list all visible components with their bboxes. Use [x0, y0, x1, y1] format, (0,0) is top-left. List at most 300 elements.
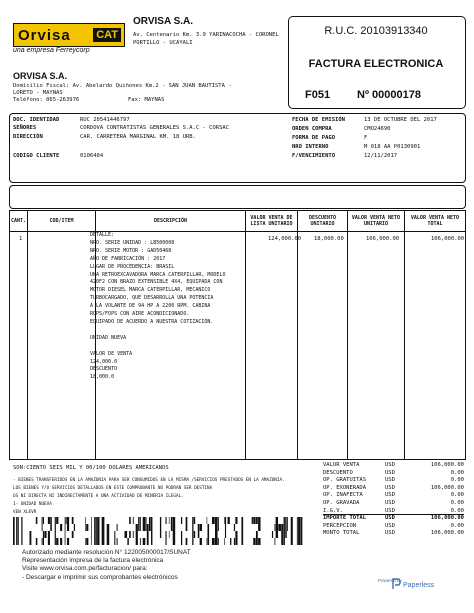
powered-by-label: Powered by — [378, 578, 402, 583]
barcode-bar — [173, 524, 175, 531]
totals-currency: USD — [385, 477, 395, 484]
barcode-bar — [181, 538, 182, 545]
barcode-bar — [140, 517, 141, 524]
barcode-bar — [136, 524, 138, 531]
barcode-bar — [278, 524, 281, 531]
totals-row — [323, 485, 464, 493]
barcode-bar — [44, 531, 46, 538]
observations-box — [9, 185, 466, 209]
barcode-bar — [165, 538, 166, 545]
barcode-bar — [194, 531, 195, 538]
note-line: OS NI DIRECTA NI INDIRECTAMENTE A UNA ACTIVIDAD DE MINERIA ILEGAL. — [13, 494, 184, 499]
barcode-bar — [146, 517, 147, 524]
note-line: VEN XLEVR — [13, 510, 37, 515]
barcode-bar — [16, 531, 18, 538]
note-line: - BIENES TRANSFERIDOS EN LA AMAZONIA PARA SER CONSUMIDOS EN LA MISMA /SERVICIOS PRESTADOS EN LA AMAZONIA. — [13, 478, 285, 483]
totals-currency: USD — [385, 507, 395, 514]
barcode-bar — [146, 524, 147, 531]
row-valor-neto-unit: 106,000.00 — [366, 236, 400, 242]
barcode-bar — [276, 517, 278, 524]
totals-label: DESCUENTO — [323, 469, 353, 476]
totals-currency: USD — [385, 462, 395, 468]
barcode-bar — [169, 517, 170, 524]
barcode-bar — [151, 538, 152, 545]
barcode-bar — [181, 531, 182, 538]
totals-label: I.G.V. — [323, 507, 343, 514]
totals-label: MONTO TOTAL — [323, 530, 360, 537]
barcode-bar — [192, 531, 193, 538]
barcode-bar — [212, 517, 215, 524]
barcode-bar — [149, 524, 151, 531]
description-line: 124,000.0 — [90, 358, 118, 365]
barcode-bar — [147, 538, 149, 545]
barcode-bar — [230, 538, 231, 545]
barcode-bar — [95, 538, 97, 545]
barcode-bar — [297, 538, 298, 545]
barcode-bar — [198, 531, 200, 538]
barcode-bar — [55, 524, 56, 531]
barcode-bar — [18, 517, 19, 524]
barcode-bar — [107, 538, 110, 545]
label-forma-pago: FORMA DE PAGO — [292, 135, 336, 141]
barcode-bar — [224, 538, 225, 545]
barcode-bar — [129, 531, 131, 538]
barcode-bar — [21, 517, 22, 524]
barcode-bar — [48, 538, 50, 545]
description-line: EQUIPADO DE ACUERDO A NUESTRA COTIZACIÓN. — [90, 318, 214, 325]
barcode-bar — [200, 524, 202, 531]
description-line — [90, 327, 240, 335]
footer-line: - Descargar e imprimir sus comprobantes electrónicos — [22, 573, 178, 581]
paperless-logo-icon — [392, 578, 401, 590]
branch-name: ORVISA S.A. — [13, 71, 68, 81]
barcode-bar — [147, 524, 149, 531]
barcode-bar — [215, 538, 218, 545]
barcode-bar — [85, 517, 86, 524]
barcode-bar — [56, 517, 58, 524]
barcode-bar — [56, 538, 58, 545]
description-line: TURBOCARGADO, QUE DESARROLLA UNA POTENCIA — [90, 295, 214, 302]
barcode-bar — [234, 538, 235, 545]
barcode-bar — [94, 517, 95, 524]
col-divider — [404, 231, 405, 459]
issuer-address: Av. Centenario Km. 3.9 YARINACOCHA - CORONEL PORTILLO - UCAYALI — [133, 32, 279, 46]
description-line: 420F2 CON BRAZO EXTENSIBLE 4X4, EQUIPADA CON — [90, 279, 223, 286]
ruc-number: R.U.C. 20103913340 — [324, 25, 428, 37]
barcode-bar — [127, 538, 128, 545]
barcode-bar — [16, 538, 18, 545]
barcode-bar — [225, 517, 226, 524]
paperless-brand: Paperless — [403, 582, 435, 589]
barcode-bar — [298, 538, 300, 545]
barcode-bar — [36, 538, 38, 545]
totals-currency: USD — [385, 492, 395, 499]
issuer-name: ORVISA S.A. — [133, 16, 194, 27]
barcode-bar — [30, 531, 32, 538]
document-serie: F051 — [305, 89, 331, 101]
row-descuento: 18,000.00 — [314, 236, 344, 242]
barcode-bar — [151, 524, 152, 531]
barcode-bar — [252, 517, 253, 524]
barcode-bar — [55, 538, 56, 545]
barcode-bar — [48, 517, 50, 524]
description-line: NRO. SERIE UNIDAD : LB500008 — [90, 239, 175, 246]
cat-logo-icon: CAT — [93, 28, 121, 42]
barcode-bar — [284, 531, 285, 538]
barcode-bar — [285, 517, 286, 524]
barcode-bar — [192, 524, 193, 531]
barcode-bar — [55, 517, 56, 524]
barcode-bar — [42, 538, 43, 545]
barcode-bar — [136, 531, 138, 538]
barcode-bar — [276, 524, 278, 531]
barcode-bar — [284, 524, 285, 531]
barcode-bar — [186, 524, 188, 531]
label-doc-identidad: DOC. IDENTIDAD — [13, 117, 60, 123]
barcode-bar — [186, 517, 188, 524]
description-line: AÑO DE FABRICACIÓN : 2017 — [90, 255, 166, 262]
barcode-bar — [114, 531, 115, 538]
barcode-bar — [21, 531, 22, 538]
barcode-bar — [65, 538, 66, 545]
pdf417-barcode-icon — [13, 517, 303, 545]
barcode-bar — [297, 531, 298, 538]
barcode-bar — [117, 538, 118, 545]
header-valor-lista: VALOR VENTA DE LISTA UNITARIO — [246, 211, 298, 231]
totals-row — [323, 492, 464, 500]
barcode-bar — [298, 517, 300, 524]
barcode-bar — [60, 524, 62, 531]
barcode-bar — [192, 517, 193, 524]
barcode-bar — [102, 524, 105, 531]
description-line: ROPS/FOPS CON AIRE ACONDICIONADO. — [90, 311, 190, 318]
description-line: 18,000.0 — [90, 374, 115, 381]
barcode-bar — [173, 538, 175, 545]
barcode-bar — [287, 517, 288, 524]
branch-fiscal-address — [13, 83, 283, 104]
barcode-bar — [50, 524, 52, 531]
barcode-bar — [225, 524, 226, 531]
document-type: FACTURA ELECTRONICA — [308, 58, 444, 70]
barcode-bar — [16, 517, 18, 524]
barcode-bar — [284, 517, 285, 524]
totals-label: IMPORTE TOTAL — [323, 515, 367, 522]
barcode-bar — [143, 538, 146, 545]
barcode-bar — [301, 517, 303, 524]
barcode-bar — [291, 538, 293, 545]
barcode-bar — [284, 538, 285, 545]
barcode-bar — [171, 517, 173, 524]
barcode-bar — [65, 531, 66, 538]
barcode-bar — [60, 538, 62, 545]
barcode-bar — [151, 517, 152, 524]
barcode-bar — [256, 538, 258, 545]
label-nro-interno: NRO INTERNO — [292, 144, 329, 150]
totals-value: 0.00 — [450, 469, 464, 476]
barcode-bar — [291, 517, 293, 524]
barcode-bar — [13, 524, 15, 531]
header-descuento: DESCUENTO UNITARIO — [298, 211, 348, 231]
barcode-bar — [18, 524, 19, 531]
barcode-bar — [66, 517, 67, 524]
barcode-bar — [42, 524, 43, 531]
barcode-bar — [272, 531, 273, 538]
description-line: NRO. SERIE MOTOR : GAD50468 — [90, 247, 172, 254]
barcode-bar — [165, 531, 166, 538]
description-line: DESCUENTO — [90, 366, 118, 373]
document-number: Nº 00000178 — [357, 89, 421, 101]
barcode-bar — [218, 517, 219, 524]
barcode-bar — [171, 524, 173, 531]
barcode-bar — [74, 524, 75, 531]
barcode-bar — [253, 517, 255, 524]
totals-label: PERCEPCION — [323, 522, 357, 529]
barcode-bar — [225, 531, 226, 538]
barcode-bar — [281, 538, 283, 545]
forma-pago: F — [364, 135, 368, 141]
barcode-bar — [228, 517, 230, 524]
barcode-bar — [55, 531, 56, 538]
barcode-bar — [258, 524, 260, 531]
barcode-bar — [18, 531, 19, 538]
barcode-bar — [85, 538, 86, 545]
barcode-bar — [114, 538, 115, 545]
label-senores: SEÑORES — [13, 125, 37, 131]
totals-row — [323, 462, 464, 470]
barcode-bar — [50, 517, 52, 524]
barcode-bar — [160, 517, 161, 524]
totals-row — [323, 515, 464, 523]
barcode-bar — [86, 524, 88, 531]
fecha-emision: 13 DE OCTUBRE DEL 2017 — [364, 117, 437, 123]
barcode-bar — [13, 531, 15, 538]
totals-currency: USD — [385, 469, 395, 476]
totals-currency: USD — [385, 530, 395, 537]
barcode-bar — [274, 524, 275, 531]
barcode-bar — [256, 517, 258, 524]
barcode-bar — [212, 538, 215, 545]
barcode-bar — [253, 538, 255, 545]
totals-value: 106,000.00 — [430, 462, 464, 468]
note-line: 1- UNIDAD NUEVA — [13, 502, 52, 507]
barcode-bar — [274, 538, 275, 545]
barcode-bar — [165, 517, 166, 524]
barcode-bar — [149, 517, 151, 524]
barcode-bar — [258, 538, 260, 545]
branch-phone: Teléfono: 065-263976 — [13, 97, 80, 103]
label-direccion: DIRECCIÓN — [13, 134, 43, 140]
barcode-bar — [281, 531, 283, 538]
label-codigo-cliente: CODIGO CLIENTE — [13, 153, 60, 159]
description-line: MOTOR DIESEL MARCA CATERPILLAR, MECANICO — [90, 287, 211, 294]
orden-compra: CMO24690 — [364, 126, 391, 132]
footer-line: Representación impresa de la factura electrónica — [22, 557, 164, 565]
totals-value: 0.00 — [450, 522, 464, 529]
barcode-bar — [194, 517, 195, 524]
client-address: CAR. CARRETERA MARGINAL KM. 18 URB. — [80, 134, 196, 140]
barcode-bar — [215, 517, 218, 524]
barcode-bar — [285, 524, 286, 531]
barcode-bar — [181, 517, 182, 524]
barcode-bar — [151, 531, 152, 538]
barcode-bar — [97, 517, 99, 524]
barcode-bar — [43, 531, 44, 538]
barcode-bar — [102, 531, 105, 538]
barcode-bar — [129, 517, 131, 524]
barcode-bar — [67, 524, 69, 531]
barcode-bar — [72, 531, 74, 538]
barcode-bar — [102, 517, 105, 524]
totals-value: 106,000.00 — [430, 484, 464, 491]
barcode-bar — [241, 524, 243, 531]
barcode-bar — [97, 531, 99, 538]
barcode-bar — [235, 517, 237, 524]
barcode-bar — [13, 538, 15, 545]
totals-row — [323, 470, 464, 478]
barcode-bar — [140, 524, 141, 531]
totals-label: OP. EXONERADA — [323, 484, 367, 491]
barcode-bar — [218, 538, 219, 545]
barcode-bar — [43, 538, 44, 545]
barcode-bar — [125, 531, 128, 538]
barcode-bar — [218, 524, 219, 531]
barcode-bar — [43, 517, 44, 524]
legal-notes — [13, 477, 303, 517]
barcode-bar — [65, 524, 66, 531]
barcode-bar — [91, 524, 92, 531]
logo-brand: Orvisa — [18, 26, 71, 44]
barcode-bar — [208, 538, 210, 545]
barcode-bar — [215, 531, 218, 538]
barcode-bar — [133, 517, 134, 524]
barcode-bar — [241, 517, 243, 524]
barcode-bar — [36, 517, 38, 524]
barcode-bar — [138, 517, 139, 524]
description-line — [90, 343, 240, 351]
barcode-bar — [107, 524, 110, 531]
barcode-bar — [18, 538, 19, 545]
totals-row — [323, 530, 464, 538]
barcode-bar — [72, 517, 74, 524]
totals-value: 0.00 — [450, 499, 464, 506]
barcode-bar — [140, 538, 141, 545]
footer-line: Autorizado mediante resolución N° 122005000017/SUNAT — [22, 549, 191, 556]
orvisa-logo — [13, 23, 125, 47]
barcode-bar — [95, 531, 97, 538]
barcode-bar — [160, 524, 161, 531]
barcode-bar — [297, 524, 298, 531]
barcode-bar — [42, 517, 43, 524]
barcode-bar — [91, 531, 92, 538]
row-valor-lista: 124,000.00 — [268, 236, 302, 242]
barcode-bar — [97, 538, 99, 545]
barcode-bar — [117, 524, 118, 531]
note-line: LOS BIENES Y/O SERVICIOS DETALLADOS EN ESTE COMPROBANTE NO PODRAN SER DESTINA — [13, 486, 213, 491]
header-valor-neto-total: VALOR VENTA NETO TOTAL — [410, 215, 460, 227]
barcode-bar — [94, 524, 95, 531]
barcode-bar — [200, 538, 202, 545]
footer-line: Visite www.orvisa.com.pe/facturacion/ para: — [22, 565, 148, 573]
description-line: VALOR DE VENTA — [90, 350, 133, 357]
barcode-bar — [85, 524, 86, 531]
barcode-bar — [208, 531, 210, 538]
barcode-bar — [207, 538, 208, 545]
barcode-bar — [301, 524, 303, 531]
barcode-bar — [192, 538, 193, 545]
totals-value: 106,000.00 — [430, 515, 464, 522]
barcode-bar — [67, 517, 69, 524]
branch-fax: Fax: MAYNAS — [128, 97, 165, 103]
barcode-bar — [16, 524, 18, 531]
totals-value: 106,000.00 — [430, 530, 464, 537]
barcode-bar — [207, 517, 208, 524]
barcode-bar — [143, 517, 146, 524]
client-code: 0106404 — [80, 153, 104, 159]
barcode-bar — [67, 538, 69, 545]
header-cod-item: COD/ITEM — [28, 211, 96, 231]
barcode-bar — [160, 531, 161, 538]
barcode-bar — [276, 531, 278, 538]
totals-currency: USD — [385, 499, 395, 506]
description-line: DETALLE: — [90, 232, 115, 238]
totals-row — [323, 500, 464, 508]
barcode-bar — [258, 517, 260, 524]
barcode-bar — [133, 531, 134, 538]
nro-interno: M 018 AA P0130901 — [364, 144, 421, 150]
barcode-bar — [241, 538, 243, 545]
barcode-bar — [97, 524, 99, 531]
item-description — [90, 232, 240, 382]
barcode-bar — [13, 517, 15, 524]
row-valor-neto-total: 106,000.00 — [431, 236, 465, 242]
totals-currency: USD — [385, 522, 395, 529]
header-descripcion: DESCRIPCIÓN — [96, 211, 246, 231]
label-fecha-emision: FECHA DE EMISIÓN — [292, 117, 345, 123]
logo-tagline: una empresa Ferreycorp — [13, 47, 90, 54]
barcode-bar — [298, 524, 300, 531]
totals-value: 0.00 — [450, 507, 464, 514]
barcode-bar — [234, 524, 235, 531]
totals-currency: USD — [385, 515, 395, 522]
description-line: A LA VOLANTE DE 94 HP A 2200 RPM. CABINA — [90, 303, 211, 310]
barcode-bar — [235, 531, 237, 538]
totals-value: 0.00 — [450, 492, 464, 499]
description-line: LUGAR DE PROCEDENCIA: BRASIL — [90, 263, 175, 270]
totals-block — [323, 462, 464, 538]
totals-row — [323, 523, 464, 531]
header-cant: CANT. — [10, 211, 28, 231]
barcode-bar — [147, 531, 149, 538]
barcode-bar — [298, 531, 300, 538]
barcode-bar — [102, 538, 105, 545]
barcode-bar — [241, 531, 243, 538]
amount-in-words: SON:CIENTO SEIS MIL Y 00/100 DOLARES AMERICANOS — [13, 465, 169, 471]
barcode-bar — [21, 538, 22, 545]
barcode-bar — [136, 538, 138, 545]
col-divider — [347, 231, 348, 459]
header-valor-neto-unit: VALOR VENTA NETO UNITARIO — [348, 211, 405, 231]
barcode-bar — [281, 524, 283, 531]
description-line: UNA RETROEXCAVADORA MARCA CATERPILLAR, MODELO — [90, 271, 226, 278]
barcode-bar — [91, 517, 92, 524]
totals-row — [323, 477, 464, 485]
totals-label: OP. INAFECTA — [323, 492, 363, 499]
col-divider — [245, 231, 246, 459]
barcode-bar — [95, 517, 97, 524]
totals-label: VALOR VENTA — [323, 462, 360, 468]
footer-text — [22, 549, 322, 582]
row-cant: 1 — [19, 236, 23, 242]
